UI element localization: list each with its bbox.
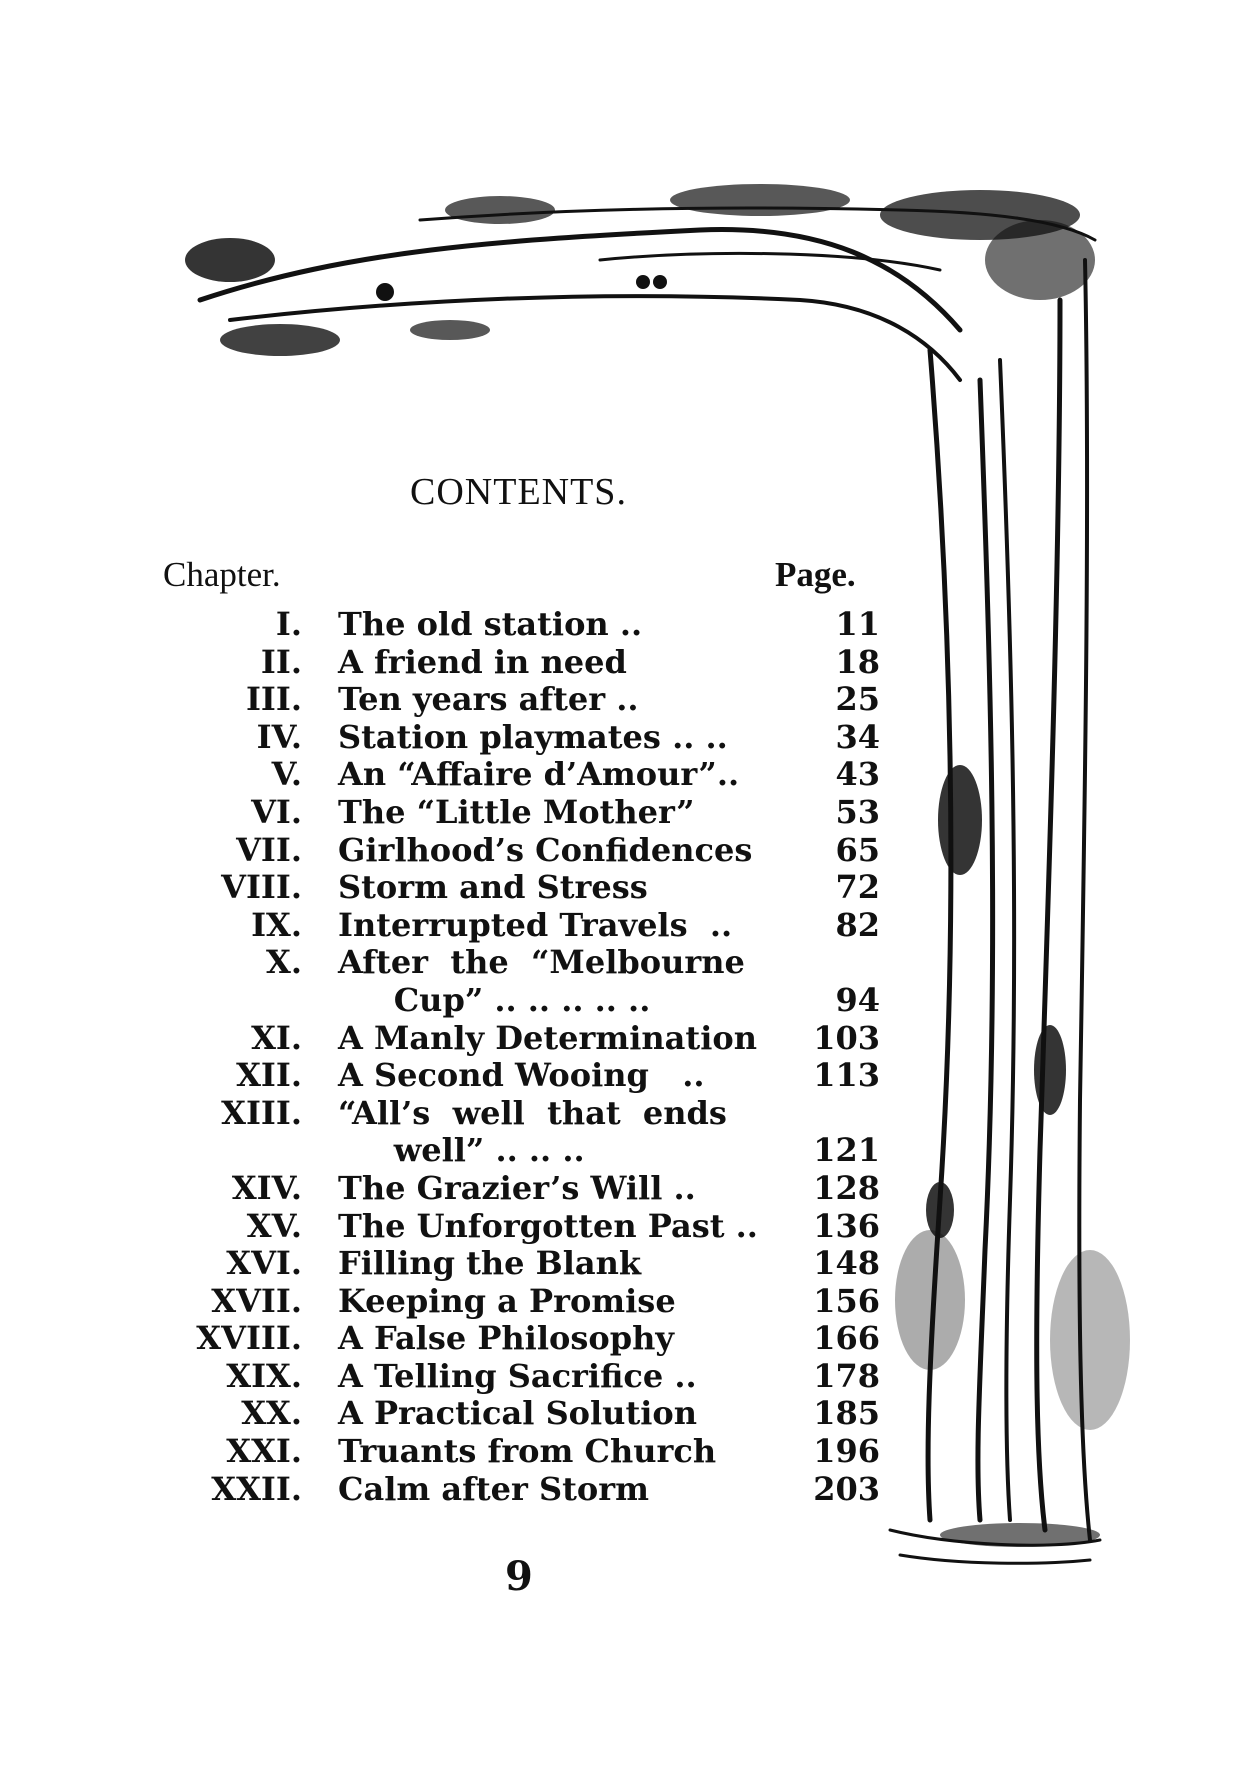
chapter-title: A friend in need [338, 642, 627, 681]
chapter-page: 113 [813, 1056, 880, 1095]
chapter-number: XXII. [211, 1469, 302, 1508]
toc-entry [150, 1170, 880, 1208]
chapter-title: A Second Wooing .. [338, 1056, 705, 1095]
toc-entry [150, 1283, 880, 1321]
toc-entry [150, 1057, 880, 1095]
chapter-title: A Telling Sacrifice .. [338, 1356, 697, 1395]
toc-entry [150, 1095, 880, 1133]
chapter-title: Ten years after .. [338, 680, 639, 719]
toc-entry [150, 1471, 880, 1509]
chapter-title: Keeping a Promise [338, 1281, 676, 1320]
chapter-page: 148 [813, 1244, 880, 1283]
page-number: 9 [505, 1553, 533, 1600]
chapter-page: 25 [835, 680, 880, 719]
chapter-page: 53 [835, 792, 880, 831]
toc-entry [150, 794, 880, 832]
page-column-header: Page. [775, 555, 856, 594]
chapter-title: Storm and Stress [338, 868, 648, 907]
chapter-title: Truants from Church [338, 1432, 717, 1471]
chapter-number: II. [260, 642, 302, 681]
chapter-number: V. [271, 755, 302, 794]
chapter-number: III. [245, 680, 302, 719]
chapter-page: 136 [813, 1206, 880, 1245]
chapter-number: VI. [251, 792, 302, 831]
chapter-page [770, 1095, 880, 1133]
chapter-title: Station playmates .. .. [338, 717, 728, 756]
chapter-number: XII. [236, 1056, 302, 1095]
chapter-number: VII. [236, 830, 302, 869]
chapter-title: The old station .. [338, 605, 643, 643]
chapter-page: 82 [835, 905, 880, 944]
chapter-page: 65 [835, 830, 880, 869]
chapter-title: After the “Melbourne [338, 943, 745, 982]
toc-entry [150, 1433, 880, 1471]
chapter-title: The “Little Mother” [338, 792, 695, 831]
chapter-number: IV. [256, 717, 302, 756]
chapter-title: Filling the Blank [338, 1244, 642, 1283]
chapter-title: A False Philosophy [338, 1319, 674, 1358]
chapter-title: Calm after Storm [338, 1469, 649, 1508]
toc-entry [150, 1208, 880, 1246]
chapter-page: 185 [813, 1394, 880, 1433]
chapter-number: XIV. [231, 1168, 302, 1207]
chapter-page: 178 [813, 1356, 880, 1395]
toc-entry [150, 1020, 880, 1058]
chapter-number: XVIII. [196, 1319, 302, 1358]
chapter-page [770, 944, 880, 982]
toc-entry [150, 944, 880, 982]
toc-entry [150, 982, 880, 1020]
chapter-page: 94 [835, 980, 880, 1019]
chapter-title: Interrupted Travels .. [338, 905, 733, 944]
chapter-title: A Manly Determination [338, 1018, 757, 1057]
chapter-page: 11 [835, 605, 880, 643]
toc-entry [150, 907, 880, 945]
chapter-page: 18 [835, 642, 880, 681]
chapter-number: XI. [251, 1018, 302, 1057]
chapter-title: A Practical Solution [338, 1394, 697, 1433]
toc-entry [150, 1245, 880, 1283]
chapter-page: 43 [835, 755, 880, 794]
table-of-contents [150, 606, 880, 1508]
chapter-number: XV. [246, 1206, 302, 1245]
chapter-number: XIII. [221, 1093, 302, 1132]
chapter-number: XXI. [226, 1432, 302, 1471]
toc-entry [150, 869, 880, 907]
chapter-page: 34 [835, 717, 880, 756]
chapter-page: 103 [813, 1018, 880, 1057]
chapter-title: The Unforgotten Past .. [338, 1206, 758, 1245]
chapter-page: 121 [813, 1131, 880, 1170]
chapter-title: Cup” .. .. .. .. .. [338, 980, 651, 1019]
chapter-page: 203 [813, 1469, 880, 1508]
chapter-title: The Grazier’s Will .. [338, 1168, 696, 1207]
chapter-number: XIX. [226, 1356, 302, 1395]
chapter-number: X. [266, 943, 302, 982]
toc-entry [150, 1358, 880, 1396]
toc-entry [150, 832, 880, 870]
chapter-title: “All’s well that ends [338, 1093, 727, 1132]
chapter-number [150, 1132, 338, 1170]
chapter-title: well” .. .. .. [338, 1131, 585, 1170]
chapter-number: I. [275, 605, 302, 643]
toc-entry [150, 1320, 880, 1358]
chapter-column-header: Chapter. [163, 555, 281, 594]
contents-heading: CONTENTS. [410, 471, 627, 513]
chapter-page: 196 [813, 1432, 880, 1471]
chapter-number: VIII. [221, 868, 302, 907]
toc-entry [150, 606, 880, 644]
chapter-number [150, 982, 338, 1020]
toc-entry [150, 644, 880, 682]
chapter-number: XVII. [211, 1281, 302, 1320]
toc-entry [150, 719, 880, 757]
toc-entry [150, 1132, 880, 1170]
toc-entry [150, 756, 880, 794]
chapter-page: 156 [813, 1281, 880, 1320]
chapter-page: 128 [813, 1168, 880, 1207]
chapter-title: An “Affaire d’Amour”.. [338, 755, 740, 794]
chapter-number: XVI. [226, 1244, 302, 1283]
chapter-title: Girlhood’s Confidences [338, 830, 753, 869]
chapter-number: XX. [241, 1394, 302, 1433]
toc-entry [150, 681, 880, 719]
toc-entry [150, 1395, 880, 1433]
chapter-page: 72 [835, 868, 880, 907]
chapter-number: IX. [251, 905, 302, 944]
chapter-page: 166 [813, 1319, 880, 1358]
